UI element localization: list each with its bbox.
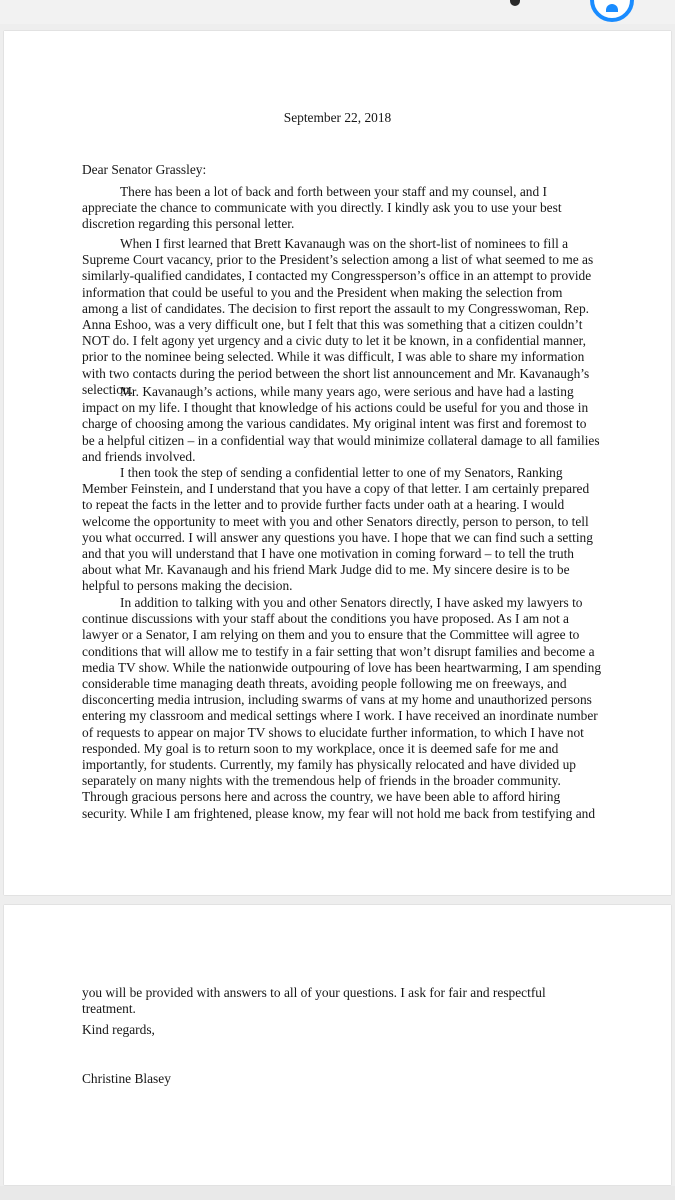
letter-page-2 (4, 905, 671, 1185)
signature-name: Christine Blasey (82, 1071, 171, 1086)
top-bar (0, 0, 675, 24)
letter-page-1 (4, 31, 671, 895)
paragraph: In addition to talking with you and other Senators directly, I have asked my lawyers to continue discussions with your staff about the conditions you have proposed. As I am not a lawyer or a Senator, I am relying on them and you to ensure that the Committee will agree to conditions that will allow me to testify in a fair setting that won’t disrupt families and become a media TV show. While the nationwide outpouring of love has been heartwarming, I am spending considerable time managing death threats, avoiding people following me on freeways, and disconcerting media intrusion, including swarms of vans at my home and unauthorized persons entering my classroom and medical settings where I work. I have received an inordinate number of requests to appear on major TV shows to elucidate further information, to which I have not responded. My goal is to return soon to my workplace, once it is deemed safe for me and importantly, for students. Currently, my family has physically relocated and have divided up separately on many nights with the tremendous help of friends in the broader community. Through gracious persons here and across the country, we have been able to afford hiring security. While I am frightened, please know, my fear will not hold me back from testifying and (82, 595, 602, 821)
avatar-icon[interactable] (590, 0, 634, 22)
paragraph: Mr. Kavanaugh’s actions, while many years ago, were serious and have had a lasting impact on my life. I thought that knowledge of his actions could be useful for you and those in charge of choosing among the various candidates. My original intent was first and foremost to be a helpful citizen – in a confidential way that would minimize collateral damage to all families and friends involved. (82, 384, 600, 464)
paragraph: I then took the step of sending a confidential letter to one of my Senators, Ranking Member Feinstein, and I understand that you have a copy of that letter. I am certainly prepared to repeat the facts in the letter and to provide further facts under oath at a hearing. I would welcome the opportunity to meet with you and other Senators directly, person to person, to tell you what occurred. I will answer any questions you have. I hope that we can find such a setting and that you will understand that I have one motivation in coming forward – to tell the truth about what Mr. Kavanaugh and his friend Mark Judge did to me. My sincere desire is to be helpful to persons making the decision. (82, 465, 593, 594)
cropped-glyph-icon (510, 0, 520, 6)
letter-date: September 22, 2018 (283, 110, 392, 125)
continuation-text: you will be provided with answers to all of your questions. I ask for fair and respectful treatment. (82, 985, 546, 1017)
paragraph: When I first learned that Brett Kavanaugh was on the short-list of nominees to fill a Supreme Court vacancy, prior to the President’s selection among a list of what seemed to me as similarly-qualified candidates, I contacted my Congressperson’s office in an attempt to provide information that could be useful to you and the President when making the selection from among a list of candidates. The decision to first report the assault to my Congresswoman, Rep. Anna Eshoo, was a very difficult one, but I felt that this was something that a citizen couldn’t NOT do. I felt agony yet urgency and a civic duty to let it be known, in a confidential manner, prior to the nominee being selected. While it was difficult, I was able to share my information with two contacts during the period between the short list announcement and Mr. Kavanaugh’s selection. (82, 236, 594, 397)
bottom-strip (0, 1186, 675, 1200)
paragraph: There has been a lot of back and forth between your staff and my counsel, and I appreciate the chance to communicate with you directly. I kindly ask you to use your best discretion regarding this personal letter. (82, 184, 562, 232)
salutation: Dear Senator Grassley: (82, 162, 207, 177)
closing: Kind regards, (82, 1022, 155, 1037)
